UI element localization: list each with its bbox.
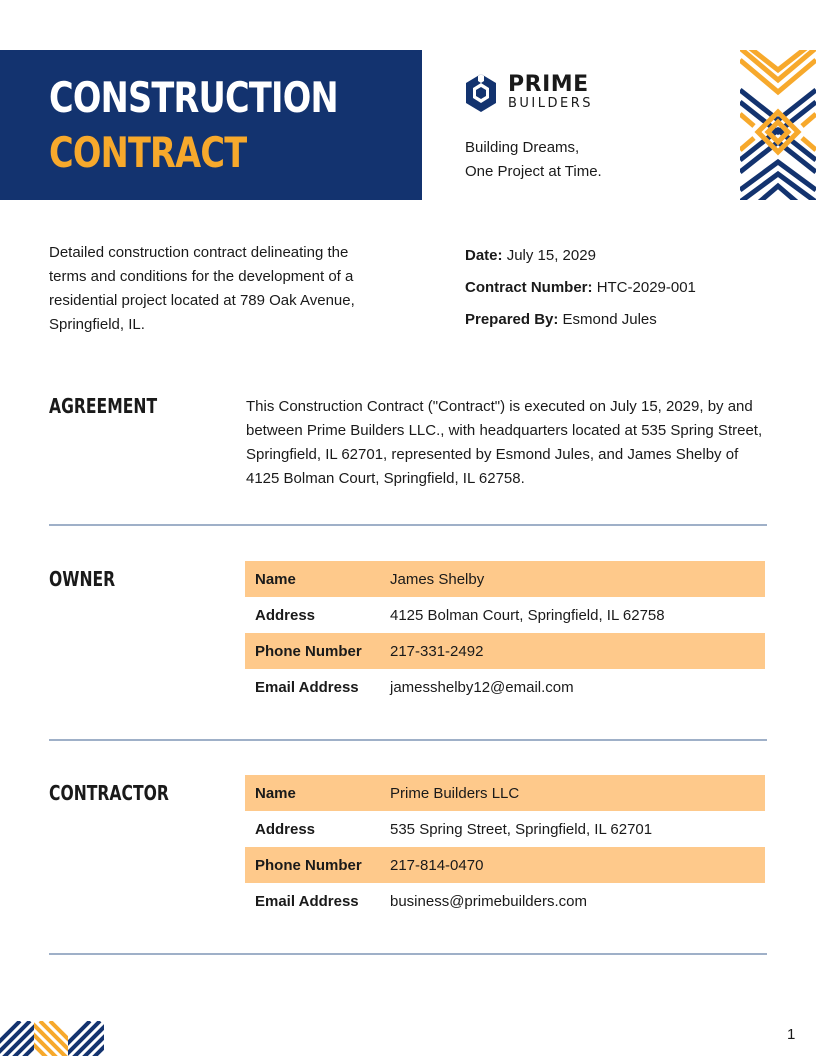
date-label: Date: xyxy=(465,247,503,264)
title-block xyxy=(0,50,422,200)
table-row xyxy=(245,883,765,919)
table-row xyxy=(245,597,765,633)
row-value: 535 Spring Street, Springfield, IL 62701 xyxy=(390,820,653,838)
agreement-heading: AGREEMENT xyxy=(49,394,158,418)
table-row xyxy=(245,847,765,883)
hexagon-cube-logo-icon xyxy=(464,72,498,114)
section-divider xyxy=(49,739,767,741)
table-row xyxy=(245,561,765,597)
row-value: 217-814-0470 xyxy=(390,856,484,874)
meta-date xyxy=(465,245,696,277)
row-label: Name xyxy=(255,784,296,802)
agreement-text: This Construction Contract ("Contract") is executed on July 15, 2029, by and between Prime Builders LLC., with headquarters located at 535 Spring Street, Springfield, IL 62701, represented by Esmond Jules, and James Shelby of 4125 Bolman Court, Springfield, IL 62758. xyxy=(246,398,763,487)
owner-table xyxy=(245,561,765,705)
tagline-line1: Building Dreams, xyxy=(465,139,580,156)
table-row xyxy=(245,811,765,847)
diagonal-stripe-decoration xyxy=(0,1021,104,1056)
logo-wordmark-builders: BUILDERS xyxy=(508,96,594,111)
contract-meta xyxy=(465,245,696,341)
section-divider xyxy=(49,524,767,526)
row-value: business@primebuilders.com xyxy=(390,892,587,910)
row-value: 4125 Bolman Court, Springfield, IL 62758 xyxy=(390,606,665,624)
company-logo xyxy=(464,72,614,117)
row-label: Phone Number xyxy=(255,642,362,660)
document-title-line2: CONTRACT xyxy=(49,128,247,177)
document-title-line1: CONSTRUCTION xyxy=(49,73,338,122)
owner-heading: OWNER xyxy=(49,567,116,591)
contractor-heading: CONTRACTOR xyxy=(49,781,169,805)
date-value: July 15, 2029 xyxy=(506,247,596,264)
row-label: Address xyxy=(255,820,316,838)
row-value: James Shelby xyxy=(390,570,485,588)
row-label: Email Address xyxy=(255,678,359,696)
tagline xyxy=(465,136,602,184)
contract-description: Detailed construction contract delineating the terms and conditions for the development of a residential project located at 789 Oak Avenue, Springfield, IL. xyxy=(49,244,355,333)
table-row xyxy=(245,633,765,669)
table-row xyxy=(245,669,765,705)
page-number: 1 xyxy=(787,1026,796,1043)
row-label: Name xyxy=(255,570,296,588)
row-value: jamesshelby12@email.com xyxy=(390,678,574,696)
contract-number-label: Contract Number: xyxy=(465,279,593,296)
row-label: Email Address xyxy=(255,892,359,910)
section-divider xyxy=(49,953,767,955)
chevron-pattern-decoration xyxy=(740,50,816,200)
meta-contract-number xyxy=(465,277,696,309)
row-value: 217-331-2492 xyxy=(390,642,484,660)
prepared-by-label: Prepared By: xyxy=(465,311,559,328)
tagline-line2: One Project at Time. xyxy=(465,163,602,180)
table-row xyxy=(245,775,765,811)
row-label: Phone Number xyxy=(255,856,362,874)
prepared-by-value: Esmond Jules xyxy=(562,311,657,328)
logo-wordmark-prime: PRIME xyxy=(508,72,589,97)
row-label: Address xyxy=(255,606,316,624)
meta-prepared-by xyxy=(465,309,696,341)
contract-number-value: HTC-2029-001 xyxy=(596,279,696,296)
row-value: Prime Builders LLC xyxy=(390,784,520,802)
contractor-table xyxy=(245,775,765,919)
